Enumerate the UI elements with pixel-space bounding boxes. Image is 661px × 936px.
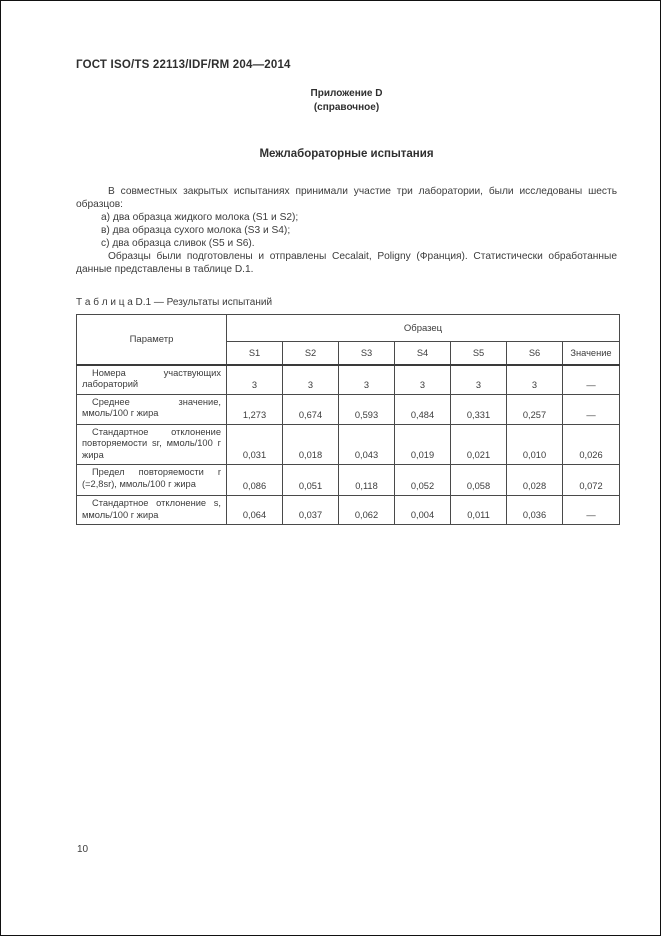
results-table	[76, 314, 620, 525]
cell-value: 0,484	[395, 394, 451, 424]
cell-value: 0,010	[507, 424, 563, 465]
annex-title: Приложение D	[310, 88, 383, 99]
cell-value: 3	[395, 365, 451, 395]
cell-value: —	[563, 496, 620, 525]
table-row	[77, 424, 620, 465]
column-group-header-sample: Образец	[227, 315, 620, 342]
row-label: Среднее значение, ммоль/100 г жира	[77, 394, 227, 424]
cell-value: 0,593	[339, 394, 395, 424]
cell-value: 3	[283, 365, 339, 395]
cell-value: 0,064	[227, 496, 283, 525]
column-header-s3: S3	[339, 342, 395, 365]
column-header-s5: S5	[451, 342, 507, 365]
cell-value: 3	[451, 365, 507, 395]
table-row	[77, 465, 620, 496]
page-number: 10	[77, 844, 89, 855]
cell-value: 0,043	[339, 424, 395, 465]
list-item-b: в) два образца сухого молока (S3 и S4);	[101, 225, 291, 236]
table-row	[77, 365, 620, 395]
cell-value: 0,011	[451, 496, 507, 525]
cell-value: 0,331	[451, 394, 507, 424]
table-caption: Т а б л и ц а D.1 — Результаты испытаний	[76, 297, 273, 308]
row-label: Предел повторяемости r (=2,8sr), ммоль/100 г жира	[77, 465, 227, 496]
cell-value: —	[563, 394, 620, 424]
cell-value: 0,019	[395, 424, 451, 465]
cell-value: 0,118	[339, 465, 395, 496]
table-row	[77, 496, 620, 525]
cell-value: 0,026	[563, 424, 620, 465]
page-content	[76, 1, 617, 525]
annex-heading	[76, 87, 617, 115]
section-title: Межлабораторные испытания	[259, 148, 434, 160]
cell-value: 1,273	[227, 394, 283, 424]
paragraph-intro: В совместных закрытых испытаниях принимали участие три лаборатории, были исследованы шесть образцов:	[76, 186, 617, 210]
cell-value: 0,086	[227, 465, 283, 496]
table-row	[77, 394, 620, 424]
cell-value: 0,257	[507, 394, 563, 424]
column-header-s6: S6	[507, 342, 563, 365]
cell-value: 3	[507, 365, 563, 395]
cell-value: 0,028	[507, 465, 563, 496]
cell-value: 0,674	[283, 394, 339, 424]
cell-value: 0,058	[451, 465, 507, 496]
paragraph-samples: Образцы были подготовлены и отправлены Cecalait, Poligny (Франция). Статистически обработанные данные представлены в таблице D.1.	[76, 251, 617, 275]
cell-value: 0,036	[507, 496, 563, 525]
column-header-value: Значение	[563, 342, 620, 365]
row-label: Номера участвующих лабораторий	[77, 365, 227, 395]
cell-value: 0,052	[395, 465, 451, 496]
list-item-a: а) два образца жидкого молока (S1 и S2);	[101, 212, 299, 223]
cell-value: 3	[227, 365, 283, 395]
cell-value: —	[563, 365, 620, 395]
cell-value: 0,051	[283, 465, 339, 496]
cell-value: 0,037	[283, 496, 339, 525]
row-label: Стандартное отклонение s, ммоль/100 г жира	[77, 496, 227, 525]
list-item-c: с) два образца сливок (S5 и S6).	[101, 238, 255, 249]
cell-value: 0,018	[283, 424, 339, 465]
column-header-s4: S4	[395, 342, 451, 365]
cell-value: 0,062	[339, 496, 395, 525]
cell-value: 0,072	[563, 465, 620, 496]
row-label: Стандартное отклонение повторяемости sr, ммоль/100 г жира	[77, 424, 227, 465]
annex-subtitle: (справочное)	[313, 102, 380, 113]
column-header-parameter: Параметр	[77, 315, 227, 365]
cell-value: 3	[339, 365, 395, 395]
cell-value: 0,004	[395, 496, 451, 525]
column-header-s2: S2	[283, 342, 339, 365]
column-header-s1: S1	[227, 342, 283, 365]
cell-value: 0,021	[451, 424, 507, 465]
cell-value: 0,031	[227, 424, 283, 465]
standard-designation: ГОСТ ISO/TS 22113/IDF/RM 204—2014	[76, 59, 291, 71]
